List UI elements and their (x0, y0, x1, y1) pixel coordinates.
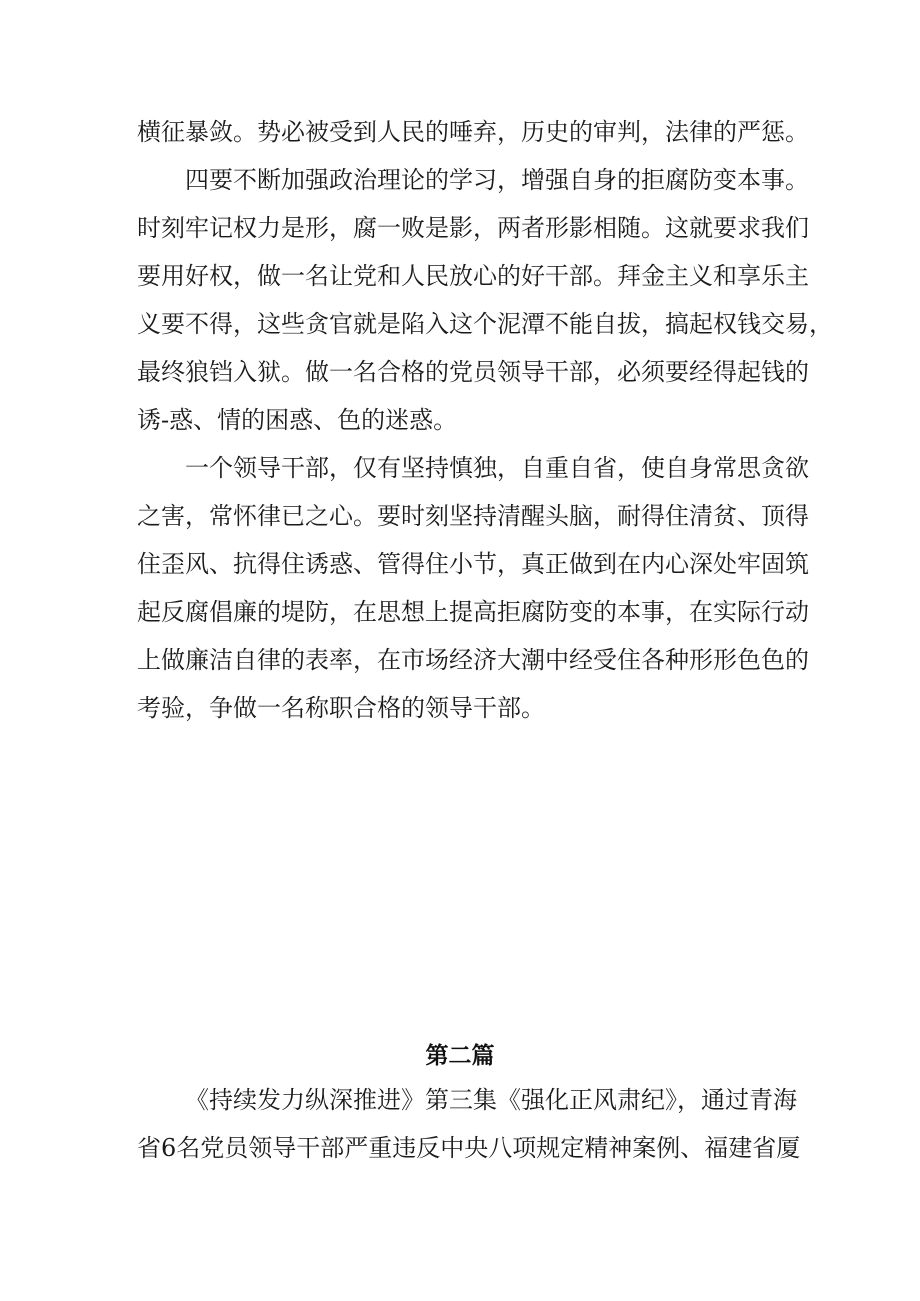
text-line: 一个领导干部，仅有坚持慎独，自重自省，使自身常思贪欲 (185, 454, 809, 482)
text-line: 要用好权，做一名让党和人民放心的好干部。拜金主义和享乐主 (137, 262, 809, 290)
text-line: 之害，常怀律已之心。要时刻坚持清醒头脑，耐得住清贫、顶得 (137, 502, 809, 530)
text-line: 时刻牢记权力是形，腐一败是影，两者形影相随。这就要求我们 (137, 214, 809, 242)
paragraph-self-discipline (137, 444, 809, 732)
text-line: 省6名党员领导干部严重违反中央八项规定精神案例、福建省厦 (137, 1134, 801, 1162)
text-line: 义要不得，这些贪官就是陷入这个泥潭不能自拔，搞起权钱交易， (137, 310, 833, 338)
section-heading: 第二篇 (425, 1043, 495, 1069)
text-line: 最终狼铛入狱。做一名合格的党员领导干部，必须要经得起钱的 (137, 358, 809, 386)
text-line: 《持续发力纵深推进》第三集《强化正风肃纪》，通过青海 (185, 1086, 797, 1114)
text-line: 上做廉洁自律的表率，在市场经济大潮中经受住各种形形色色的 (137, 646, 809, 674)
text-line: 考验，争做一名称职合格的领导干部。 (137, 694, 545, 722)
text-line: 四要不断加强政治理论的学习，增强自身的拒腐防变本事。 (185, 166, 809, 194)
paragraph-continuation (137, 108, 809, 156)
text-line: 起反腐倡廉的堤防，在思想上提高拒腐防变的本事，在实际行动 (137, 598, 809, 626)
paragraph-section-two (137, 1076, 801, 1172)
text-line: 诱-惑、情的困惑、色的迷惑。 (137, 406, 458, 434)
text-line: 住歪风、抗得住诱惑、管得住小节，真正做到在内心深处牢固筑 (137, 550, 809, 578)
paragraph-theory-study (137, 156, 833, 444)
text-line: 横征暴敛。势必被受到人民的唾弃，历史的审判，法律的严惩。 (137, 118, 809, 146)
